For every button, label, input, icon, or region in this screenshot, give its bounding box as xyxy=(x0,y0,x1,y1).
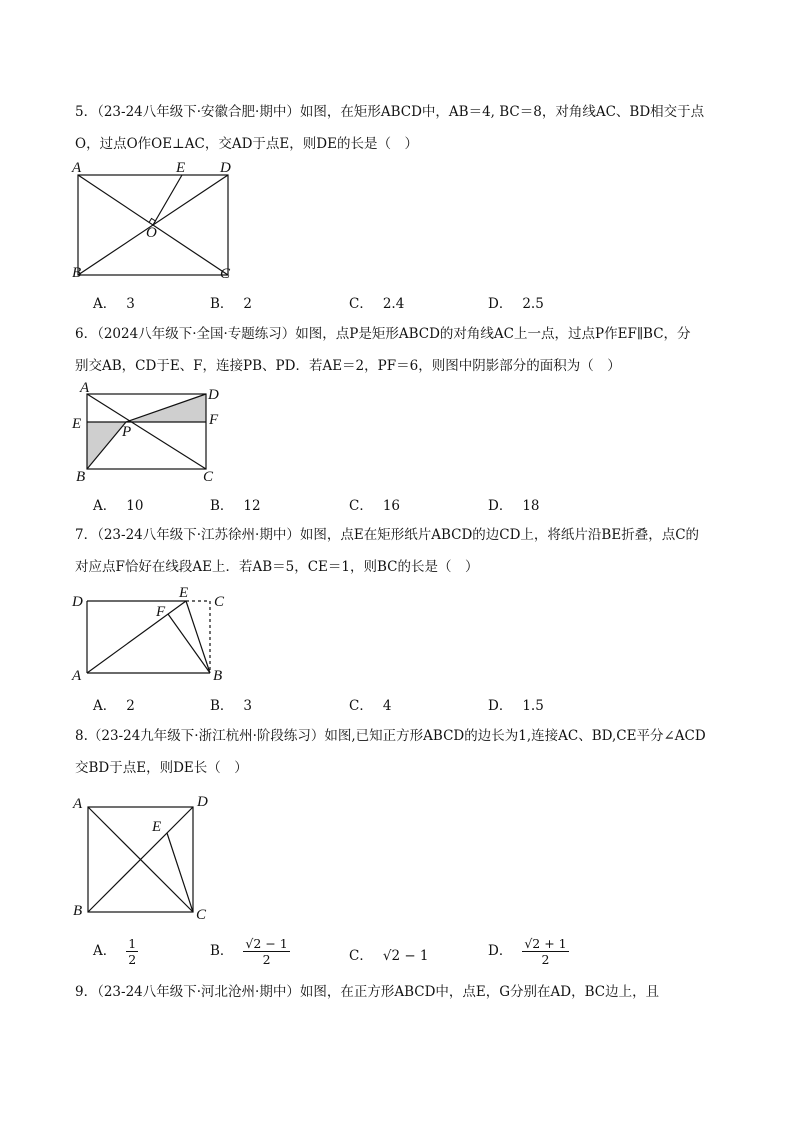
label-e: E xyxy=(152,819,162,835)
question-5-figure xyxy=(70,158,250,287)
choice-b[interactable]: B． $\frac{√2 - 1}{2}$ xyxy=(210,936,288,967)
label-d: D xyxy=(72,594,83,610)
choice-a[interactable]: A． 2 xyxy=(93,698,135,714)
question-8-figure xyxy=(70,790,230,924)
label-d: D xyxy=(208,387,219,403)
label-b: B xyxy=(72,265,82,281)
label-c: C xyxy=(220,266,231,282)
label-e: E xyxy=(179,585,189,601)
question-7-figure xyxy=(70,584,240,688)
question-9-line-1: 9．（23-24八年级下·河北沧州·期中）如图，在正方形ABCD中，点E，G分别在AD，BC边上，且 xyxy=(75,984,660,1000)
fraction: $\frac{√2 + 1}{2}$ xyxy=(524,936,567,967)
label-f: F xyxy=(209,412,219,428)
choice-c[interactable]: C． 2.4 xyxy=(349,296,405,312)
label-e: E xyxy=(72,416,82,432)
choice-b[interactable]: B． 3 xyxy=(210,698,253,714)
choice-d[interactable]: D． 2.5 xyxy=(488,296,544,312)
label-b: B xyxy=(73,903,83,919)
question-6-line-2: 别交AB，CD于E、F，连接PB、PD．若AE＝2，PF＝6，则图中阴影部分的面积为（ ） xyxy=(75,358,621,374)
label-o: O xyxy=(146,225,157,241)
label-e: E xyxy=(176,160,186,176)
question-5-line-1: 5．（23-24八年级下·安徽合肥·期中）如图，在矩形ABCD中，AB＝4, BC＝8，对角线AC、BD相交于点 xyxy=(75,104,705,120)
label-c: C xyxy=(203,469,214,485)
choice-c[interactable]: C． 16 xyxy=(349,498,401,514)
label-a: A xyxy=(73,796,83,812)
question-6-figure xyxy=(70,380,230,489)
choice-b[interactable]: B． 2 xyxy=(210,296,253,312)
fraction: $\frac{√2 - 1}{2}$ xyxy=(245,936,288,967)
choice-d[interactable]: D． 18 xyxy=(488,498,540,514)
fraction: $\frac{1}{2}$ xyxy=(128,936,137,967)
question-7-line-1: 7．（23-24八年级下·江苏徐州·期中）如图，点E在矩形纸片ABCD的边CD上，将纸片沿BE折叠，点C的 xyxy=(75,527,700,543)
question-7-line-2: 对应点F恰好在线段AE上．若AB＝5，CE＝1，则BC的长是（ ） xyxy=(75,559,479,575)
label-a: A xyxy=(72,160,82,176)
segment-ae xyxy=(87,601,186,673)
question-8-line-2: 交BD于点E，则DE长（ ） xyxy=(75,760,248,776)
choice-c[interactable]: C． 4 xyxy=(349,698,392,714)
label-a: A xyxy=(80,380,90,396)
label-a: A xyxy=(72,668,82,684)
segment-fb xyxy=(168,614,210,673)
segment-ce xyxy=(167,833,193,912)
choice-a[interactable]: A． 10 xyxy=(93,498,144,514)
question-7 xyxy=(75,519,725,583)
question-9 xyxy=(75,976,725,1008)
question-5-line-2: O，过点O作OE⊥AC，交AD于点E，则DE的长是（ ） xyxy=(75,136,418,152)
question-8 xyxy=(75,720,725,784)
label-c: C xyxy=(214,594,225,610)
fold-line-be xyxy=(186,601,210,673)
question-6 xyxy=(75,318,725,382)
choice-b[interactable]: B． 12 xyxy=(210,498,261,514)
label-d: D xyxy=(197,794,208,810)
segment-oe xyxy=(153,175,182,225)
choice-a[interactable]: A． $\frac{1}{2}$ xyxy=(93,936,137,967)
question-5 xyxy=(75,96,725,160)
label-d: D xyxy=(220,160,231,176)
label-c: C xyxy=(196,907,207,923)
question-6-line-1: 6．（2024八年级下·全国·专题练习）如图，点P是矩形ABCD的对角线AC上一点，过点P作EF∥BC，分 xyxy=(75,326,691,342)
choice-c[interactable]: C． √2 − 1 xyxy=(349,948,429,964)
choice-a[interactable]: A． 3 xyxy=(93,296,135,312)
label-b: B xyxy=(213,668,223,684)
label-b: B xyxy=(76,469,86,485)
question-8-line-1: 8.（23-24九年级下·浙江杭州·阶段练习）如图,已知正方形ABCD的边长为1,连接AC、BD,CE平分∠ACD xyxy=(75,728,706,744)
choice-d[interactable]: D． 1.5 xyxy=(488,698,544,714)
choice-d[interactable]: D． $\frac{√2 + 1}{2}$ xyxy=(488,936,567,967)
label-p: P xyxy=(122,424,132,440)
label-f: F xyxy=(156,604,166,620)
